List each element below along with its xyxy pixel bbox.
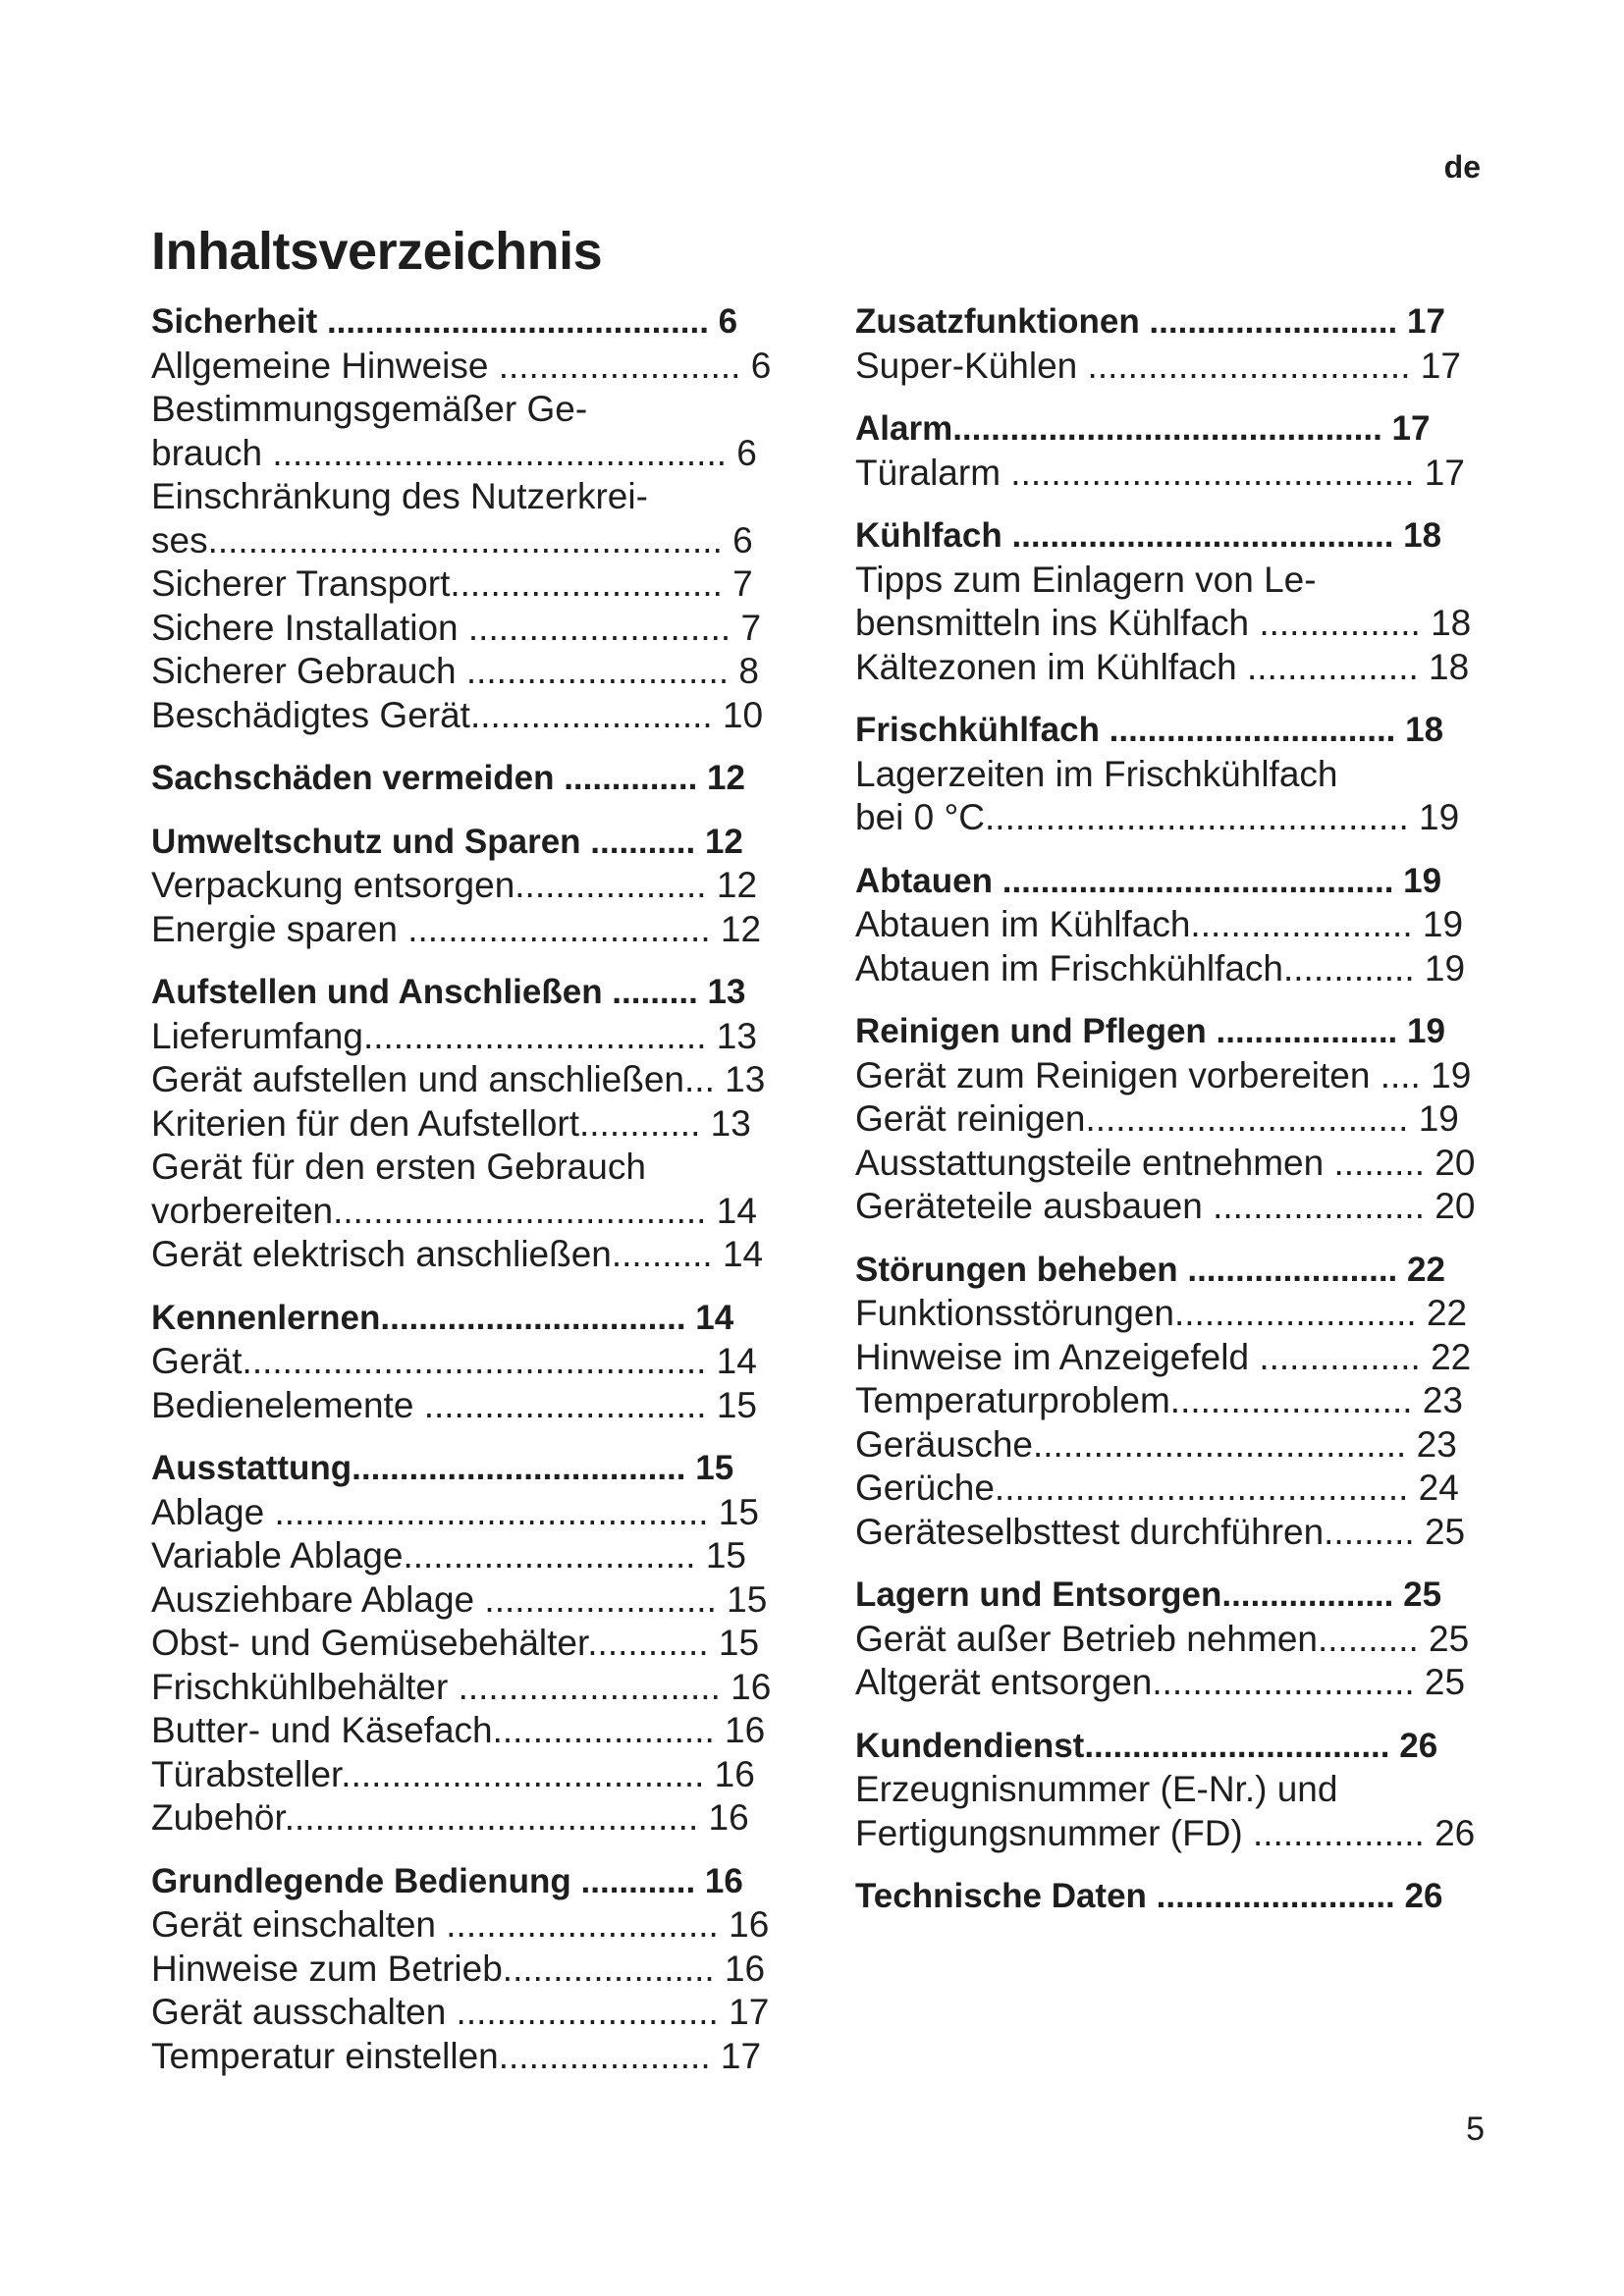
toc-entry[interactable]: Türabsteller.................................... 16 <box>151 1753 755 1794</box>
toc-entry[interactable]: Gerät elektrisch anschließen.......... 14 <box>151 1234 764 1274</box>
toc-section-heading[interactable]: Grundlegende Bedienung ............ 16 <box>151 1861 743 1900</box>
toc-section-heading[interactable]: Sachschäden vermeiden .............. 12 <box>151 759 745 797</box>
toc-entry[interactable]: Energie sparen .............................. 12 <box>151 908 762 949</box>
toc-section <box>151 300 789 737</box>
toc-entry[interactable]: bei 0 °C.......................................... 19 <box>855 797 1460 837</box>
toc-entry[interactable]: Zubehör......................................... 16 <box>151 1797 749 1838</box>
toc-section-heading[interactable]: Ausstattung................................... 15 <box>151 1449 734 1487</box>
toc-entry[interactable]: Ausziehbare Ablage ....................... 15 <box>151 1578 768 1620</box>
toc-section <box>855 300 1493 388</box>
toc-entry[interactable]: Allgemeine Hinweise ........................ 6 <box>151 345 772 386</box>
toc-entry[interactable]: Geräteselbsttest durchführen......... 25 <box>855 1511 1466 1552</box>
toc-section <box>855 1875 1493 1919</box>
page-number: 5 <box>1466 2110 1485 2148</box>
toc-section-heading[interactable]: Umweltschutz und Sparen ........... 12 <box>151 822 743 861</box>
toc-section <box>855 709 1493 840</box>
toc-entry[interactable]: Hinweise im Anzeigefeld ................ 22 <box>855 1336 1472 1377</box>
toc-entry[interactable]: Gerät.............................................. 14 <box>151 1341 757 1381</box>
toc-entry[interactable]: Lieferumfang.................................. 13 <box>151 1015 757 1056</box>
toc-section <box>151 1447 789 1841</box>
toc-entry[interactable]: Türalarm ........................................ 17 <box>855 452 1465 493</box>
toc-section-heading[interactable]: Kennenlernen................................ 14 <box>151 1298 734 1337</box>
toc-entry[interactable]: Geräteteile ausbauen ..................... 20 <box>855 1186 1476 1226</box>
toc-entry[interactable]: Kriterien für den Aufstellort............ 13 <box>151 1102 751 1144</box>
toc-entry[interactable]: Hinweise zum Betrieb..................... 16 <box>151 1948 766 1989</box>
toc-entry[interactable]: Obst- und Gemüsebehälter............ 15 <box>151 1623 760 1663</box>
toc-entry[interactable]: Gerät zum Reinigen vorbereiten .... 19 <box>855 1054 1472 1095</box>
toc-entry[interactable]: Sicherer Gebrauch .......................... 8 <box>151 651 759 691</box>
toc-entry[interactable]: Gerät für den ersten Gebrauch <box>151 1147 646 1187</box>
toc-entry[interactable]: Sichere Installation .......................... 7 <box>151 607 762 648</box>
toc-entry[interactable]: Sicherer Transport........................... 7 <box>151 563 753 604</box>
toc-section-heading[interactable]: Sicherheit ........................................ 6 <box>151 302 738 341</box>
toc-entry[interactable]: brauch ............................................. 6 <box>151 432 757 473</box>
toc-entry[interactable]: Abtauen im Frischkühlfach............. 19 <box>855 947 1466 988</box>
toc-entry[interactable]: Gerät reinigen................................ 19 <box>855 1098 1459 1139</box>
toc-section <box>855 514 1493 689</box>
toc-section <box>855 860 1493 991</box>
toc-section <box>151 757 789 801</box>
toc-entry[interactable]: Kältezonen im Kühlfach ................. 18 <box>855 646 1470 687</box>
toc-section <box>151 1860 789 2079</box>
toc-entry[interactable]: Tipps zum Einlagern von Le- <box>855 559 1317 600</box>
toc-section <box>151 1297 789 1428</box>
toc-entry[interactable]: Fertigungsnummer (FD) ................. 26 <box>855 1812 1476 1853</box>
toc-entry[interactable]: Gerät aufstellen und anschließen... 13 <box>151 1059 766 1099</box>
toc-entry[interactable]: Verpackung entsorgen................... 12 <box>151 865 758 905</box>
toc-section <box>855 1249 1493 1555</box>
toc-entry[interactable]: Temperatur einstellen..................... 17 <box>151 2035 762 2076</box>
page-title: Inhaltsverzeichnis <box>151 222 603 281</box>
toc-entry[interactable]: Ablage ........................................... 15 <box>151 1491 759 1532</box>
toc-section-heading[interactable]: Technische Daten ......................... 26 <box>855 1877 1443 1915</box>
toc-section-heading[interactable]: Frischkühlfach .............................. 18 <box>855 711 1444 749</box>
toc-section-heading[interactable]: Lagern und Entsorgen.................. 25 <box>855 1575 1442 1614</box>
language-code: de <box>1443 149 1481 185</box>
toc-section-heading[interactable]: Kundendienst................................ 26 <box>855 1726 1438 1765</box>
toc-entry[interactable]: Bestimmungsgemäßer Ge- <box>151 389 588 429</box>
toc-entry[interactable]: Abtauen im Kühlfach...................... 19 <box>855 904 1464 944</box>
toc-entry[interactable]: Gerät außer Betrieb nehmen.......... 25 <box>855 1618 1470 1659</box>
toc-section <box>855 1574 1493 1705</box>
toc-entry[interactable]: Gerüche......................................... 24 <box>855 1468 1459 1508</box>
toc-section <box>151 821 789 952</box>
toc-entry[interactable]: Gerät einschalten ........................... 16 <box>151 1904 770 1945</box>
toc-section-heading[interactable]: Abtauen ......................................... 19 <box>855 861 1442 900</box>
toc-section-heading[interactable]: Alarm............................................. 17 <box>855 409 1431 448</box>
toc-entry[interactable]: ses................................................... 6 <box>151 519 753 561</box>
toc-entry[interactable]: Lagerzeiten im Frischkühlfach <box>855 753 1338 794</box>
toc-entry[interactable]: Erzeugnisnummer (E-Nr.) und <box>855 1769 1338 1809</box>
toc-entry[interactable]: Ausstattungsteile entnehmen ......... 20 <box>855 1142 1476 1183</box>
toc-entry[interactable]: Altgerät entsorgen.......................... 25 <box>855 1662 1466 1702</box>
toc-entry[interactable]: Einschränkung des Nutzerkrei- <box>151 476 648 516</box>
toc-entry[interactable]: bensmitteln ins Kühlfach ................ 18 <box>855 603 1472 643</box>
toc-entry[interactable]: Variable Ablage............................. 15 <box>151 1535 747 1575</box>
toc-entry[interactable]: Frischkühlbehälter .......................... 16 <box>151 1666 772 1707</box>
toc-section-heading[interactable]: Kühlfach ........................................ 18 <box>855 516 1442 555</box>
toc-entry[interactable]: Geräusche..................................... 23 <box>855 1423 1457 1465</box>
toc-section <box>855 1725 1493 1856</box>
toc-section <box>151 971 789 1277</box>
toc-section-heading[interactable]: Reinigen und Pflegen ................... 19 <box>855 1012 1445 1050</box>
toc-section-heading[interactable]: Störungen beheben ...................... 22 <box>855 1250 1445 1289</box>
toc-section-heading[interactable]: Aufstellen und Anschließen ......... 13 <box>151 973 746 1011</box>
toc-entry[interactable]: Temperaturproblem........................ 23 <box>855 1380 1463 1420</box>
toc-entry[interactable]: Butter- und Käsefach...................... 16 <box>151 1710 766 1750</box>
toc-entry[interactable]: Bedienelemente ............................ 15 <box>151 1384 757 1425</box>
toc-entry[interactable]: Super-Kühlen ................................ 17 <box>855 345 1461 386</box>
toc-entry[interactable]: vorbereiten..................................... 14 <box>151 1190 757 1231</box>
toc-section-heading[interactable]: Zusatzfunktionen .......................... 17 <box>855 302 1445 341</box>
toc-section <box>855 1010 1493 1229</box>
toc-left-column <box>151 300 789 2098</box>
toc-entry[interactable]: Gerät ausschalten .......................... 17 <box>151 1992 770 2032</box>
toc-right-column <box>855 300 1493 1939</box>
toc-section <box>855 407 1493 495</box>
toc-entry[interactable]: Funktionsstörungen........................ 22 <box>855 1293 1468 1333</box>
toc-entry[interactable]: Beschädigtes Gerät........................ 10 <box>151 694 764 735</box>
